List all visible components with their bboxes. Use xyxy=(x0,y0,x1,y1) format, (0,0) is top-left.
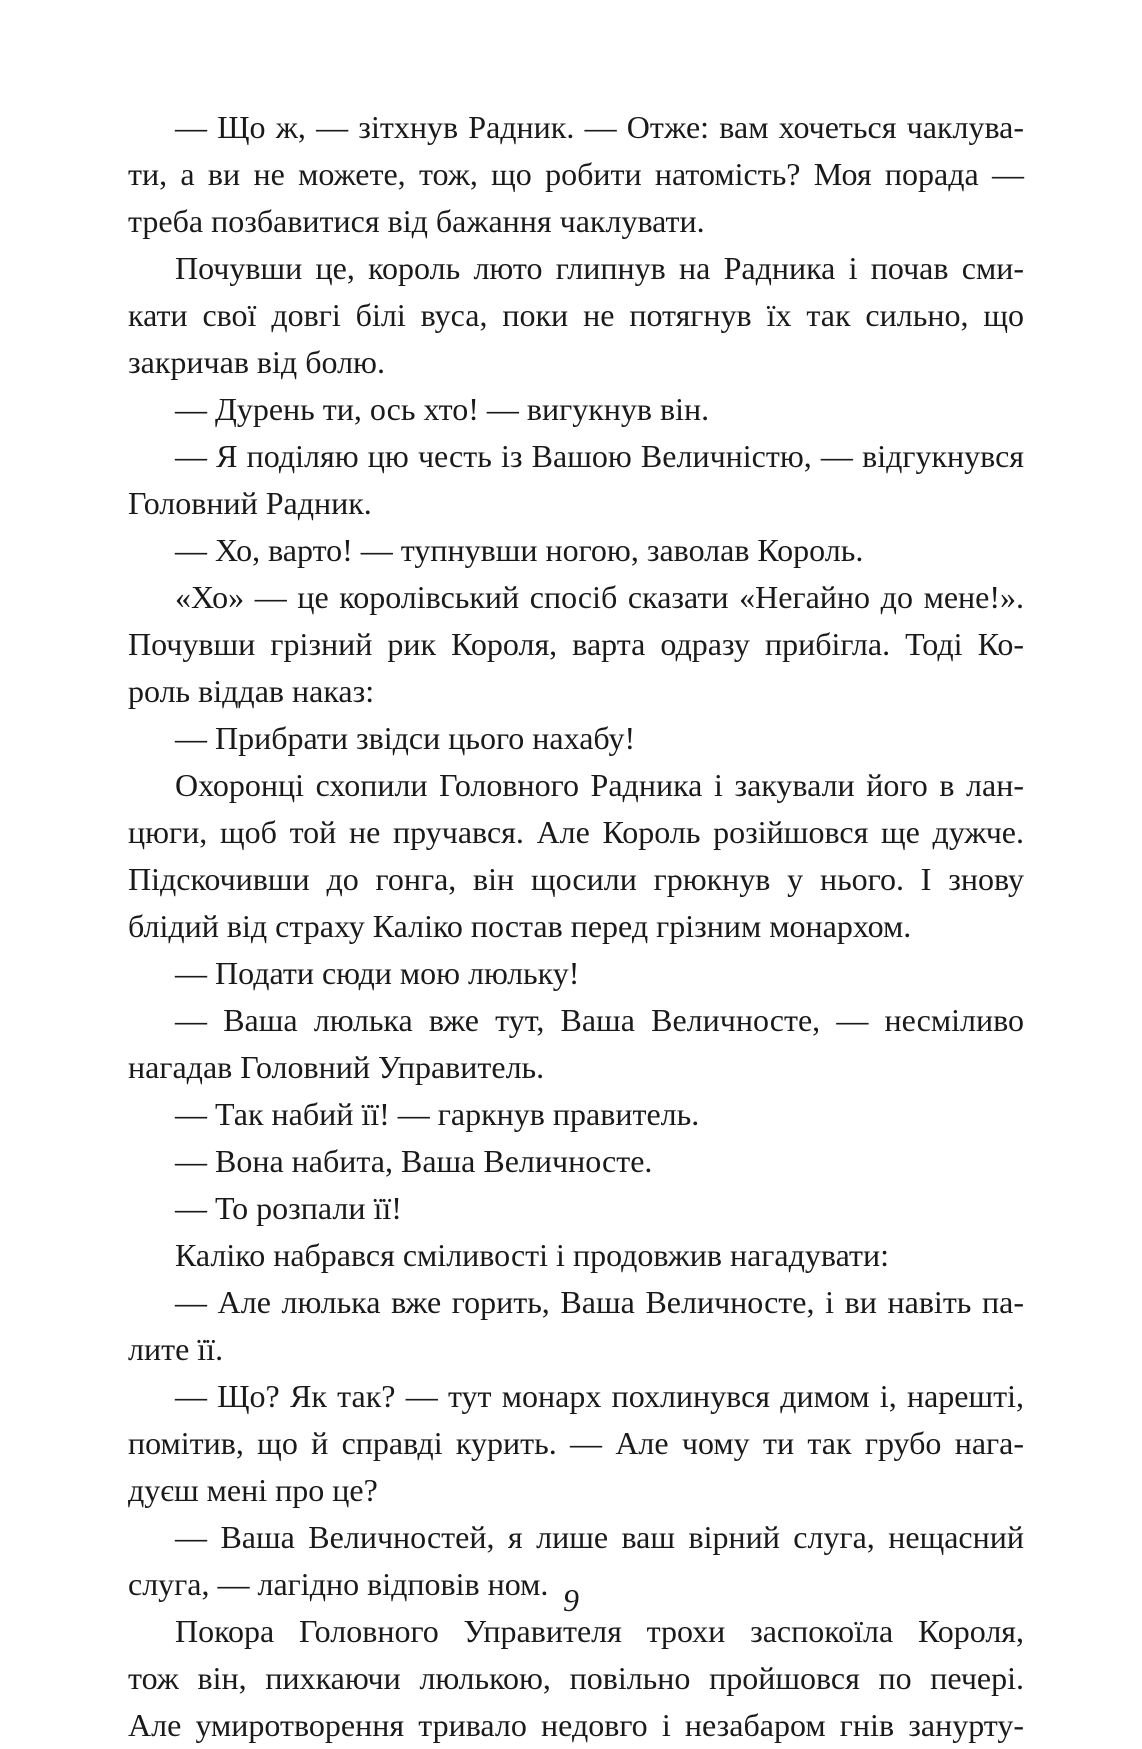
text-line: Каліко набрався сміливості і продовжив нагадувати: xyxy=(175,1237,889,1273)
text-line: — Дурень ти, ось хто! — вигукнув він. xyxy=(175,391,710,427)
text-line: Почувши грізний рик Короля, варта одразу прибігла. Тоді Ко- xyxy=(128,626,1024,662)
text-line: цюги, щоб той не пручався. Але Король розійшовся ще дужче. xyxy=(128,814,1024,850)
text-line: закричав від болю. xyxy=(128,344,385,380)
text-line: блідий від страху Каліко постав перед грізним монархом. xyxy=(128,908,912,944)
text-line: Покора Головного Управителя трохи заспокоїла Короля, xyxy=(175,1613,1024,1649)
text-line: — Ваша люлька вже тут, Ваша Величносте, — несміливо xyxy=(175,1002,1024,1038)
text-line: лите її. xyxy=(128,1331,224,1367)
text-line: дуєш мені про це? xyxy=(128,1472,378,1508)
page-body xyxy=(128,104,1024,1749)
text-line: — То розпали її! xyxy=(175,1190,402,1226)
text-line: — Ваша Величностей, я лише ваш вірний слуга, нещасний xyxy=(175,1519,1024,1555)
text-line: кати свої довгі білі вуса, поки не потягнув їх так сильно, що xyxy=(128,297,1024,333)
text-line: Охоронці схопили Головного Радника і закували його в лан- xyxy=(175,767,1024,803)
text-line: — Подати сюди мою люльку! xyxy=(175,955,580,991)
text-line: — Що? Як так? — тут монарх похлинувся димом і, нарешті, xyxy=(175,1378,1024,1414)
text-line: — Але люлька вже горить, Ваша Величносте, і ви навіть па- xyxy=(175,1284,1024,1320)
text-line: Підскочивши до гонга, він щосили грюкнув у нього. І знову xyxy=(128,861,1024,897)
text-line: — Що ж, — зітхнув Радник. — Отже: вам хочеться чаклува- xyxy=(175,109,1024,145)
text-line: — Вона набита, Ваша Величносте. xyxy=(175,1143,653,1179)
page-number: 9 xyxy=(563,1582,579,1618)
text-line: — Так набий її! — гаркнув правитель. xyxy=(175,1096,700,1132)
text-line: — Я поділяю цю честь із Вашою Величністю, — відгукнувся xyxy=(175,438,1024,474)
text-line: «Хо» — це королівський спосіб сказати «Негайно до мене!». xyxy=(175,579,1024,615)
text-line: роль віддав наказ: xyxy=(128,673,375,709)
text-line: — Прибрати звідси цього нахабу! xyxy=(175,720,636,756)
text-line: треба позбавитися від бажання чаклувати. xyxy=(128,203,705,239)
text-line: помітив, що й справді курить. — Але чому ти так грубо нага- xyxy=(128,1425,1024,1461)
text-line: Головний Радник. xyxy=(128,485,372,521)
text-line: Але умиротворення тривало недовго і незабаром гнів занурту- xyxy=(128,1707,1024,1743)
text-line: тож він, пихкаючи люлькою, повільно пройшовся по печері. xyxy=(128,1660,1024,1696)
text-line: Почувши це, король люто глипнув на Радника і почав сми- xyxy=(175,250,1024,286)
text-line: нагадав Головний Управитель. xyxy=(128,1049,545,1085)
text-line: — Хо, варто! — тупнувши ногою, заволав Король. xyxy=(175,532,864,568)
text-line: ти, а ви не можете, тож, що робити натомість? Моя порада — xyxy=(128,156,1024,192)
text-line: слуга, — лагідно відповів ном. xyxy=(128,1566,549,1602)
